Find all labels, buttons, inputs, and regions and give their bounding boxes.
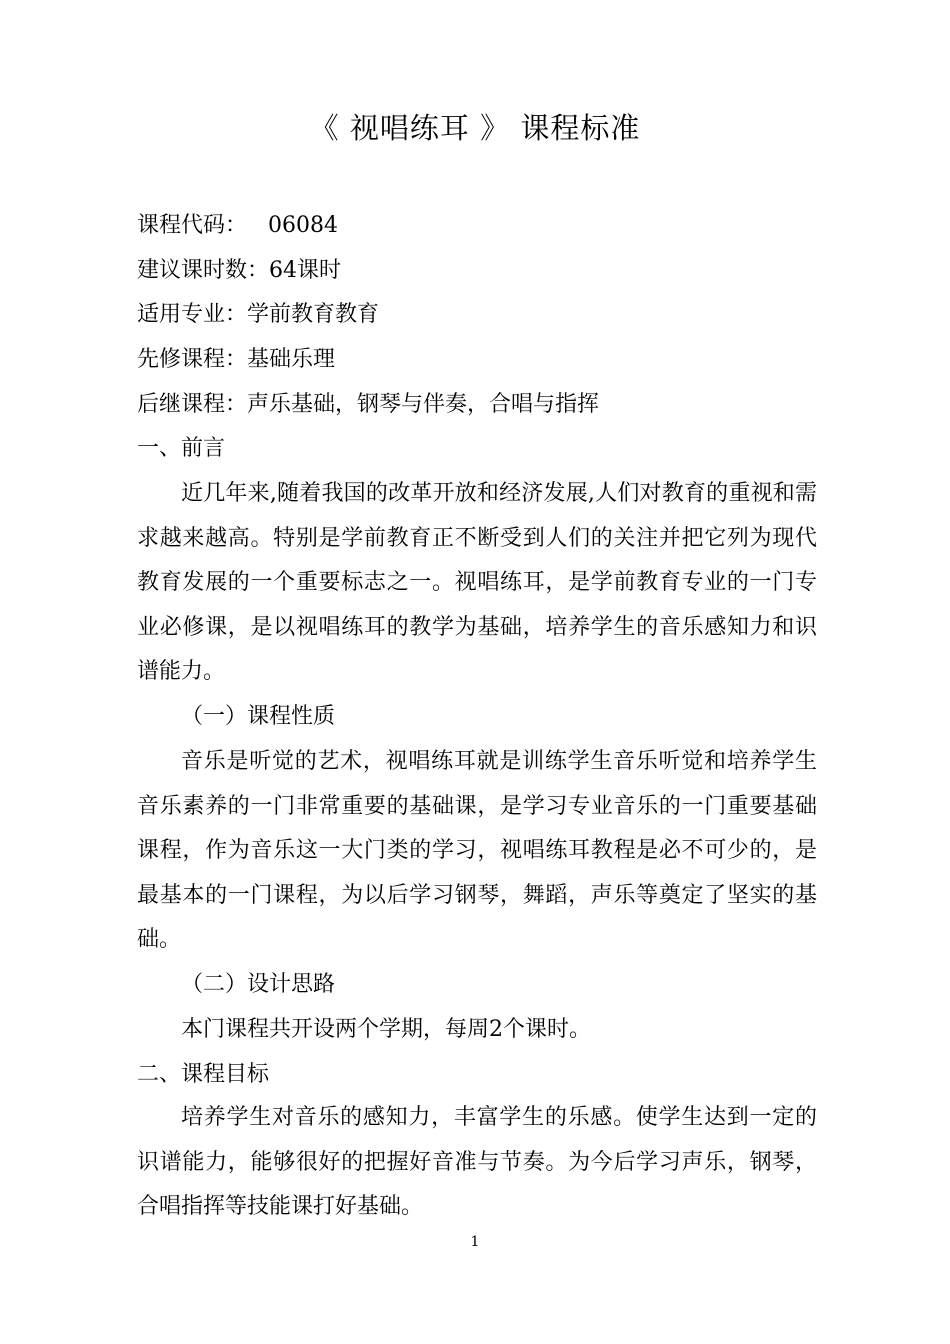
applicable-major: 适用专业：学前教育教育: [137, 302, 380, 327]
design-idea-paragraph: 本门课程共开设两个学期，每周2个课时。: [181, 1017, 591, 1042]
prerequisite-course: 先修课程：基础乐理: [137, 347, 336, 372]
course-code: 课程代码： 06084: [137, 213, 338, 238]
course-goals-paragraph: 培养学生对音乐的感知力，丰富学生的乐感。使学生达到一定的识谱能力，能够很好的把握好音准与节奏。为今后学习声乐，钢琴，合唱指挥等技能课打好基础。: [137, 1105, 817, 1220]
page-number: 1: [470, 1234, 480, 1250]
follow-up-courses: 后继课程：声乐基础，钢琴与伴奏，合唱与指挥: [137, 392, 600, 417]
preface-paragraph: 近几年来,随着我国的改革开放和经济发展,人们对教育的重视和需求越来越高。特别是学前教育正不断受到人们的关注并把它列为现代教育发展的一个重要标志之一。视唱练耳，是学前教育专业的一门专业必修课，是以视唱练耳的教学为基础，培养学生的音乐感知力和识谱能力。: [137, 481, 817, 685]
subsection-heading-design-idea: （二）设计思路: [181, 972, 336, 997]
section-heading-course-goals: 二、课程目标: [137, 1062, 270, 1087]
suggested-hours: 建议课时数：64课时: [137, 258, 341, 283]
subsection-heading-course-nature: （一）课程性质: [181, 704, 336, 729]
document-title: 《 视唱练耳 》 课程标准: [309, 111, 641, 145]
course-nature-paragraph: 音乐是听觉的艺术，视唱练耳就是训练学生音乐听觉和培养学生音乐素养的一门非常重要的基础课，是学习专业音乐的一门重要基础课程，作为音乐这一大门类的学习，视唱练耳教程是必不可少的，是最基本的一门课程，为以后学习钢琴，舞蹈，声乐等奠定了坚实的基础。: [137, 749, 817, 953]
section-heading-preface: 一、前言: [137, 436, 226, 461]
